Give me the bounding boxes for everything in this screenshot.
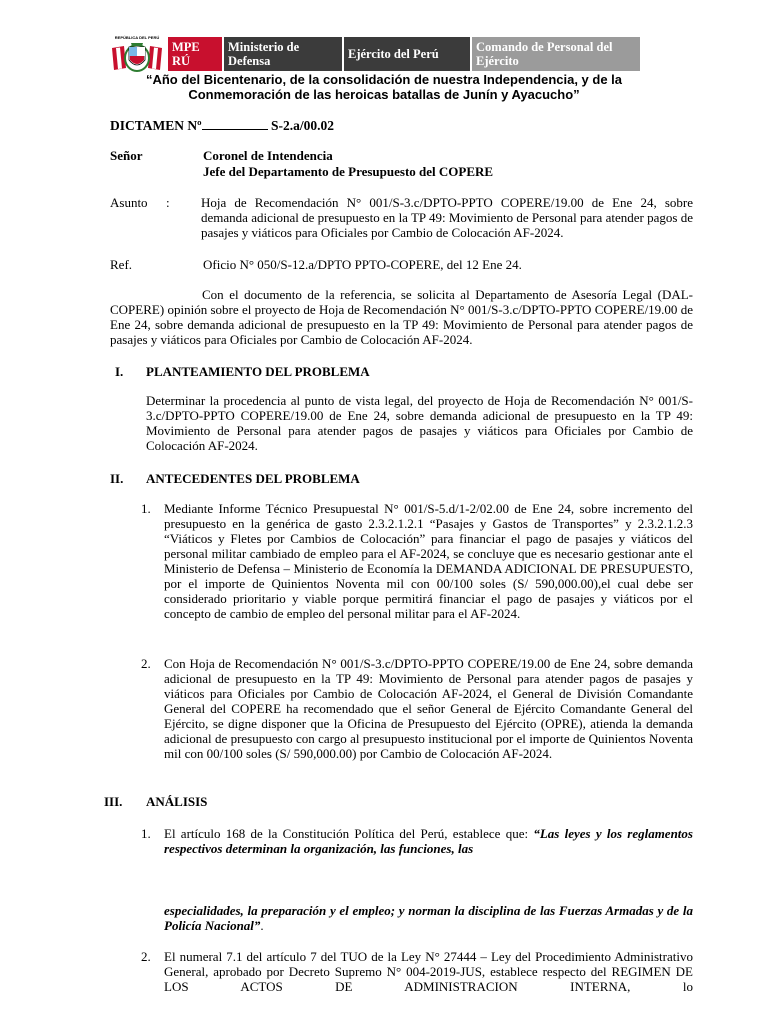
section3-title: ANÁLISIS: [146, 794, 208, 809]
recipient-position: Jefe del Departamento de Presupuesto del COPERE: [203, 164, 494, 179]
header-box-ministry: [224, 37, 342, 71]
header-box-mperu: [168, 37, 222, 71]
section2-item2-number: 2.: [141, 656, 151, 671]
dictamen-number: [110, 118, 334, 133]
slogan-line1: “Año del Bicentenario, de la consolidación de nuestra Independencia, y de la: [145, 72, 623, 87]
section2-number: II.: [110, 471, 124, 486]
section3-item1-quote-b: especialidades, la preparación y el empleo; y norman la disciplina de las Fuerzas Armadas y de la Policía Nacional”: [164, 903, 693, 933]
section2-title: ANTECEDENTES DEL PROBLEMA: [146, 471, 360, 486]
section3-item2-number: 2.: [141, 949, 151, 964]
reference-text: Oficio N° 050/S-12.a/DPTO PPTO-COPERE, del 12 Ene 24.: [203, 257, 522, 272]
header-box-ministry-line1: Ministerio de: [228, 40, 300, 54]
subject-label: Asunto: [110, 195, 148, 210]
section3-number: III.: [104, 794, 123, 809]
section3-item1-text-start: [164, 826, 693, 856]
subject-colon: :: [166, 195, 170, 210]
reference-label: Ref.: [110, 257, 133, 272]
section3-item1-tail: .: [260, 918, 264, 933]
section3-item1-number: 1.: [141, 826, 151, 841]
header-box-army: [344, 37, 470, 71]
slogan-line2: Conmemoración de las heroicas batallas de Junín y Ayacucho”: [188, 87, 580, 102]
recipient-label: Señor: [110, 148, 143, 163]
header-box-command: [472, 37, 640, 71]
dictamen-suffix: S-2.a/00.02: [267, 118, 334, 133]
recipient-rank: Coronel de Intendencia: [203, 148, 333, 163]
intro-paragraph: Con el documento de la referencia, se solicita al Departamento de Asesoría Legal (DAL-COPERE) opinión sobre el proyecto de Hoja de Recomendación N° 001/S-3.c/DPTO-PPTO COPERE/19.00 de Ene 24, sobre demanda adicional de presupuesto en la TP 49: Movimiento de Personal para atender pagos de pasajes y viáticos para Oficiales por Cambio de Colocación AF-2024.: [110, 287, 693, 347]
header-box-mperu-line2: RÚ: [172, 54, 191, 68]
header-box-command-line1: Comando de Personal del: [476, 40, 613, 54]
header-box-army-label: Ejército del Perú: [348, 47, 439, 61]
section3-item2-text: El numeral 7.1 del artículo 7 del TUO de la Ley N° 27444 – Ley del Procedimiento Administrativo General, aprobado por Decreto Supremo N° 004-2019-JUS, establece respecto del REGIMEN DE LOS ACTOS DE ADMINISTRACION INTERNA, lo: [164, 949, 693, 994]
section1-text: Determinar la procedencia al punto de vista legal, del proyecto de Hoja de Recomendación N° 001/S-3.c/DPTO-PPTO COPERE/19.00 de Ene 24, sobre demanda adicional de presupuesto en la TP 49: Movimiento de Personal para atender pagos de pasajes y viáticos para Oficiales por Cambio de Colocación AF-2024.: [146, 393, 693, 453]
section3-item1-quote-a: “Las leyes y los reglamentos respectivos determinan la organización, las funciones, las: [164, 826, 693, 856]
section1-number: I.: [115, 364, 124, 379]
year-slogan: [110, 72, 658, 102]
section2-item1-text: Mediante Informe Técnico Presupuestal N° 001/S-5.d/1-2/02.00 de Ene 24, sobre incremento del presupuesto en la genérica de gasto 2.3.2.1.2.1 “Pasajes y Gastos de Transportes” y 2.3.2.1.2.3 “Viáticos y Fletes por Cambios de Colocación” para financiar el pago de pasajes y viáticos del personal militar cambiado de empleo para el AF-2024, se concluye que es necesario gestionar ante el Ministerio de Defensa – Ministerio de Economía la DEMANDA ADICIONAL DE PRESUPUESTO, por el importe de Quinientos Noventa mil con 00/100 soles (S/ 590,000.00),el cual debe ser considerado prioritario y viable porque permitirá financiar el pago de pasajes y viáticos por el concepto de cambio de empleo del personal militar para el AF-2024.: [164, 501, 693, 621]
coat-of-arms-emblem: [108, 34, 166, 74]
section3-item1-text-continued: [164, 903, 693, 933]
section3-item1-lead: El artículo 168 de la Constitución Política del Perú, establece que:: [164, 826, 534, 841]
section1-title: PLANTEAMIENTO DEL PROBLEMA: [146, 364, 370, 379]
header-box-command-line2: Ejército: [476, 54, 519, 68]
document-header: [108, 34, 644, 72]
section2-item2-text: Con Hoja de Recomendación N° 001/S-3.c/DPTO-PPTO COPERE/19.00 de Ene 24, sobre demanda adicional de presupuesto en la TP 49: Movimiento de Personal para atender pagos de pasajes y viáticos para Oficiales por Cambio de Colocación AF-2024, el General de División Comandante General del COPERE ha recomendado que el señor General de Ejército Comandante General del Ejército, se digne disponer que la Oficina de Presupuesto del Ejército (OPRE), atienda la demanda adicional de presupuesto con cargo al presupuesto institucional por el importe de Quinientos Noventa mil con 00/100 soles (S/ 590,000.00) por Cambio de Colocación AF-2024.: [164, 656, 693, 761]
header-box-ministry-line2: Defensa: [228, 54, 271, 68]
subject-text: Hoja de Recomendación N° 001/S-3.c/DPTO-PPTO COPERE/19.00 de Ene 24, sobre demanda adicional de presupuesto en la TP 49: Movimiento de Personal para atender pagos de pasajes y viáticos para Oficiales por Cambio de Colocación AF-2024.: [201, 195, 693, 240]
header-box-mperu-line1: MPE: [172, 40, 200, 54]
dictamen-prefix: DICTAMEN Nº: [110, 118, 202, 133]
svg-text:REPÚBLICA DEL PERÚ: REPÚBLICA DEL PERÚ: [114, 35, 160, 40]
dictamen-blank-line: [202, 118, 268, 130]
section2-item1-number: 1.: [141, 501, 151, 516]
